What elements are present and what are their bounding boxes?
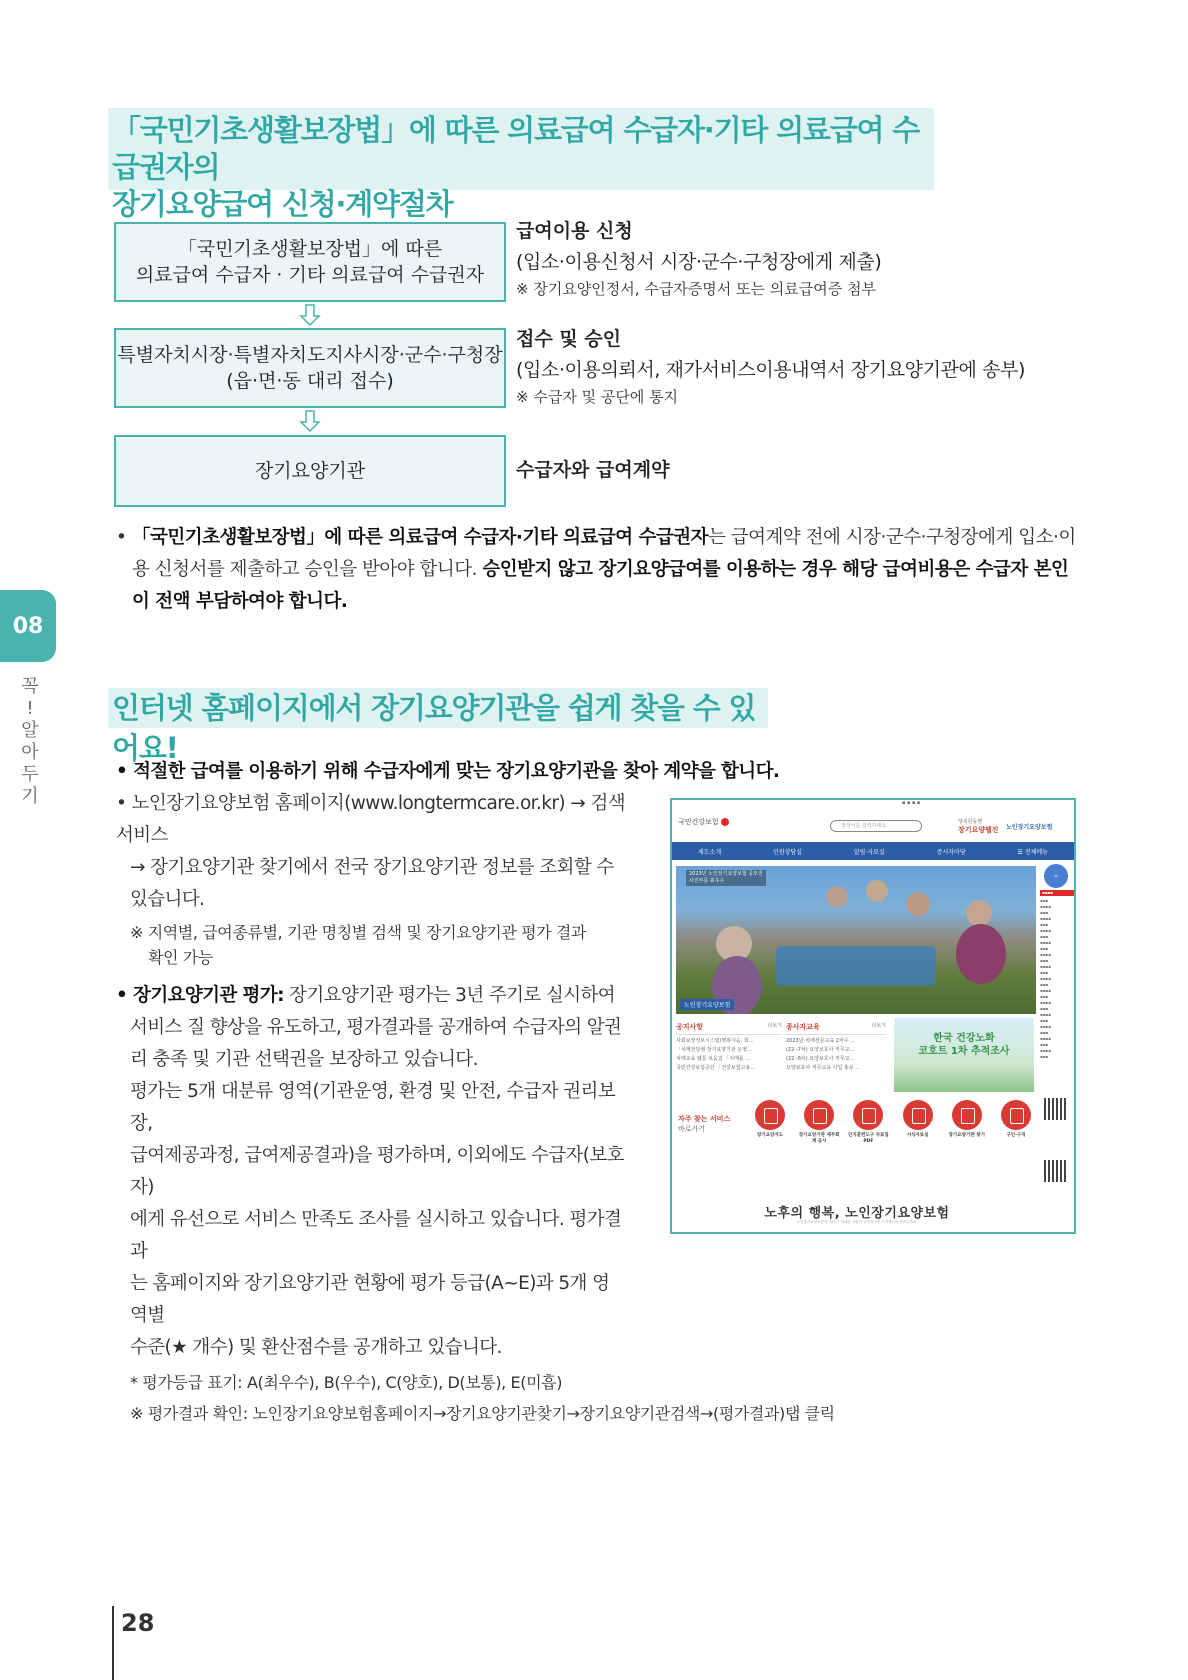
cohort-banner: [894, 1018, 1034, 1092]
frequent-services-title: [678, 1114, 730, 1134]
step-description: (입소·이용신청서 시장·군수·구청장에게 제출): [516, 251, 882, 273]
website-search-input: 검색어를 입력하세요: [830, 820, 922, 832]
service-label: 장기요양지도: [756, 1133, 784, 1138]
job-icon: [1001, 1100, 1031, 1130]
more-link: 더보기: [871, 1023, 886, 1029]
bullet-evaluation-line4: 평가는 5개 대분류 영역(기관운영, 환경 및 안전, 수급자 권리보장,: [130, 1081, 616, 1134]
step-application: [516, 218, 1076, 300]
bullet-evaluation-line7: 는 홈페이지와 장기요양기관 현황에 평가 등급(A~E)과 5개 영역별: [130, 1273, 610, 1326]
bullet-evaluation-line3: 리 충족 및 기관 선택권을 보장하고 있습니다.: [130, 1049, 478, 1070]
qr-code-icon: [1044, 1160, 1066, 1182]
webzine-brand-line2: 장기요양웹진: [958, 826, 999, 834]
flow-box-applicant: [114, 222, 506, 302]
quick-menu-items: ▪▪▪ ▪▪▪▪ ▪▪▪ ▪▪▪▪ ▪▪▪ ▪▪▪▪ ▪▪▪ ▪▪▪▪ ▪▪▪ ▪▪▪▪ ▪▪▪ ▪▪▪▪ ▪▪▪ ▪▪▪▪ ▪▪▪ ▪▪▪▪ ▪▪▪ ▪▪▪▪ ▪▪▪ ▪▪▪▪ ▪▪▪ ▪▪▪▪ ▪▪▪ ▪▪▪▪ ▪▪▪ ▪▪▪▪ ▪▪▪: [1040, 898, 1051, 1059]
finance-report-icon: [804, 1100, 834, 1130]
notice-title: 공지사항: [676, 1023, 704, 1031]
section-title-line2: 장기요양급여 신청·계약절차: [112, 187, 453, 221]
website-screenshot: [670, 798, 1076, 1234]
service-item: [896, 1100, 940, 1145]
education-item: (22.-7차) 요양보호사 직무교...: [786, 1047, 855, 1053]
page-number-rule: [112, 1606, 114, 1680]
website-quick-menu: [1040, 862, 1076, 1232]
vertical-char: 아: [21, 742, 39, 763]
chapter-tab: 08: [0, 590, 56, 662]
website-footer: 노인장기요양보험에 대한 더 자세한 사항이 궁금하시면 고객센터에 연락주세요.: [796, 1220, 918, 1224]
bullet-homepage-line3: 있습니다.: [130, 889, 205, 910]
notice-item: 「치매전담형 장기요양기관 운영...: [676, 1047, 752, 1053]
bullet-contract: [116, 756, 806, 788]
notice-item: 사회보장정보시스템(행복이음, 희...: [676, 1038, 754, 1044]
bullet-homepage-line1: • 노인장기요양보험 홈페이지(www.longtermcare.or.kr) → 검색서비스: [116, 793, 626, 846]
services-title: 자주 찾는 서비스: [678, 1115, 731, 1123]
website-logo: [678, 818, 729, 826]
education-item: 2023년 치매전문교육 2차수 ...: [786, 1038, 855, 1044]
education-item: 요양보호사 직무교육 사업 홍보 ...: [786, 1065, 860, 1071]
website-slogan: 노후의 행복, 노인장기요양보험: [764, 1206, 950, 1221]
website-nav: [672, 842, 1074, 860]
step-note: ※ 수급자 및 공단에 통지: [516, 388, 679, 406]
step-description: (입소·이용의뢰서, 재가서비스이용내역서 장기요양기관에 송부): [516, 359, 1026, 381]
flow-box-government-line2: (읍·면·동 대리 접수): [226, 370, 394, 392]
bullet-evaluation-line2: 서비스 질 향상을 유도하고, 평가결과를 공개하여 수급자의 알권: [130, 1017, 622, 1038]
service-label: 구인·구직: [1006, 1133, 1026, 1138]
vertical-char: 기: [21, 786, 39, 807]
document-icon: [903, 1100, 933, 1130]
ltc-brand: 노인장기요양보험: [1006, 824, 1053, 831]
down-arrow-icon: [298, 409, 322, 433]
banner-line2: 코호트 1차 추적조사: [918, 1046, 1010, 1057]
flow-box-care-institution: [114, 435, 506, 507]
education-title: 종사자교육: [786, 1023, 820, 1031]
vertical-char: !: [26, 698, 34, 719]
bullet-evaluation-line8: 수준(★ 개수) 및 환산점수를 공개하고 있습니다.: [130, 1337, 502, 1358]
paragraph-text: 는 급여계약 전에 시장·군수·구청장에게 입소·이용 신청서를 제출하고 승인을 받아야 합니다.: [132, 527, 1076, 580]
hero-caption-line1: 2023년 노인장기요양보험 공모전: [689, 871, 763, 877]
step-title: 급여이용 신청: [516, 220, 633, 242]
nav-item: 제도소개: [697, 848, 722, 856]
qr-code-icon: [1044, 1098, 1066, 1120]
chapter-vertical-title: [20, 676, 40, 808]
note-search-line1: ※ 지역별, 급여종류별, 기관 명칭별 검색 및 장기요양기관 평가 결과: [130, 923, 587, 942]
hero-tag: 노인장기요양보험: [680, 999, 734, 1010]
service-item: [945, 1100, 989, 1145]
logo-text: 국민건강보험: [678, 818, 719, 826]
flow-box-institution-line1: 장기요양기관: [254, 460, 366, 482]
step-title: 접수 및 승인: [516, 328, 621, 350]
bullet-evaluation-line1: [116, 980, 626, 1012]
education-column: [786, 1022, 886, 1073]
service-label: 서식자료실: [906, 1133, 929, 1138]
quick-menu-label: ▪▪▪▪: [1040, 890, 1076, 896]
quick-badge-icon: ◎: [1044, 864, 1068, 888]
nav-item: ☰ 전체메뉴: [1017, 848, 1049, 856]
more-link: 더보기: [767, 1023, 782, 1029]
frequent-services: [748, 1100, 1038, 1145]
bullet-contract-text: • 적절한 급여를 이용하기 위해 수급자에게 맞는 장기요양기관을 찾아 계약을 합니다.: [116, 761, 780, 782]
pdf-icon: [853, 1100, 883, 1130]
section-title-application-procedure: [108, 108, 934, 221]
section-title-internet-search: 인터넷 홈페이지에서 장기요양기관을 쉽게 찾을 수 있어요!: [108, 688, 768, 728]
hero-caption: [686, 870, 766, 886]
step-note: ※ 장기요양인정서, 수급자증명서 또는 의료급여증 첨부: [516, 280, 876, 298]
webzine-brand-line1: 행복한동행: [958, 819, 983, 825]
logo-dot-icon: [721, 818, 729, 826]
bullet-evaluation-line6: 에게 유선으로 서비스 만족도 조사를 실시하고 있습니다. 평가결과: [130, 1209, 622, 1262]
service-item: [846, 1100, 890, 1145]
bullet-evaluation-line5: 급여제공과정, 급여제공결과)을 평가하며, 이외에도 수급자(보호자): [130, 1145, 624, 1198]
notice-column: [676, 1022, 782, 1073]
webzine-brand: [958, 818, 999, 834]
notice-item: 국민건강보험공단 「건강보험고용...: [676, 1065, 755, 1071]
nav-item: 알림·자료실: [853, 848, 885, 856]
bold-warning: 승인받지 않고 장기요양급여를 이용하는 경우 해당 급여비용은 수급자 본인이 전액 부담하여야 합니다.: [132, 559, 1069, 612]
page-number: 28: [121, 1609, 155, 1637]
section-title-line1: 「국민기초생활보장법」에 따른 의료급여 수급자·기타 의료급여 수급권자의: [112, 113, 920, 184]
step-approval: [516, 326, 1076, 408]
vertical-char: 꼭: [21, 676, 39, 697]
down-arrow-icon: [298, 303, 322, 327]
website-utility-bar: ▪ ▪ ▪ ▪: [902, 800, 921, 806]
service-label: 장기요양기관 찾기: [948, 1133, 985, 1138]
services-subtitle: 바로가기: [678, 1125, 706, 1133]
flow-box-government-line1: 특별자치시장·특별자치도지사시장·군수·구청장: [117, 344, 503, 366]
flow-box-local-government: [114, 328, 506, 408]
service-item: [994, 1100, 1038, 1145]
bullet-evaluation-text: 장기요양기관 평가는 3년 주기로 실시하여: [283, 985, 616, 1006]
note-search-line2: 확인 가능: [148, 948, 213, 967]
bold-subject: 「국민기초생활보장법」에 따른 의료급여 수급자·기타 의료급여 수급권자: [132, 527, 708, 548]
vertical-char: 두: [21, 764, 39, 785]
nav-item: 증시자마당: [936, 848, 966, 856]
service-item: [797, 1100, 841, 1145]
bullet-evaluation-label: • 장기요양기관 평가:: [116, 985, 284, 1006]
building-icon: [952, 1100, 982, 1130]
step-title: 수급자와 급여계약: [516, 459, 670, 481]
vertical-char: 알: [21, 720, 39, 741]
step-contract: [516, 457, 1076, 483]
flow-box-applicant-line2: 의료급여 수급자 · 기타 의료급여 수급권자: [135, 264, 485, 286]
notice-paragraph: [116, 522, 1076, 618]
service-label: 인지훈련도구 자료집 PDF: [848, 1133, 889, 1144]
education-item: (22.-6차) 요양보호사 직무교...: [786, 1056, 855, 1062]
notice-item: 치매교육 웹툰 보음집 「치매를 ...: [676, 1056, 751, 1062]
bullet: •: [116, 527, 127, 548]
hero-photo: [676, 866, 1036, 1014]
service-label: 장기요양기관 재무회계 공시: [798, 1133, 840, 1144]
banner-line1: 한국 건강노화: [933, 1033, 995, 1044]
service-item: [748, 1100, 792, 1145]
check-note: ※ 평가결과 확인: 노인장기요양보험홈페이지→장기요양기관찾기→장기요양기관검색→(평가결과)탭 클릭: [130, 1404, 835, 1423]
map-icon: [755, 1100, 785, 1130]
bullet-homepage-line2: → 장기요양기관 찾기에서 전국 장기요양기관 정보를 조회할 수: [130, 857, 614, 878]
flow-box-applicant-line1: 「국민기초생활보장법」에 따른: [177, 238, 443, 260]
nav-item: 민원상담실: [773, 848, 802, 856]
grade-note: * 평가등급 표기: A(최우수), B(우수), C(양호), D(보통), E(미흡): [130, 1373, 563, 1392]
hero-caption-line2: 사진부문 최우수: [689, 878, 725, 884]
